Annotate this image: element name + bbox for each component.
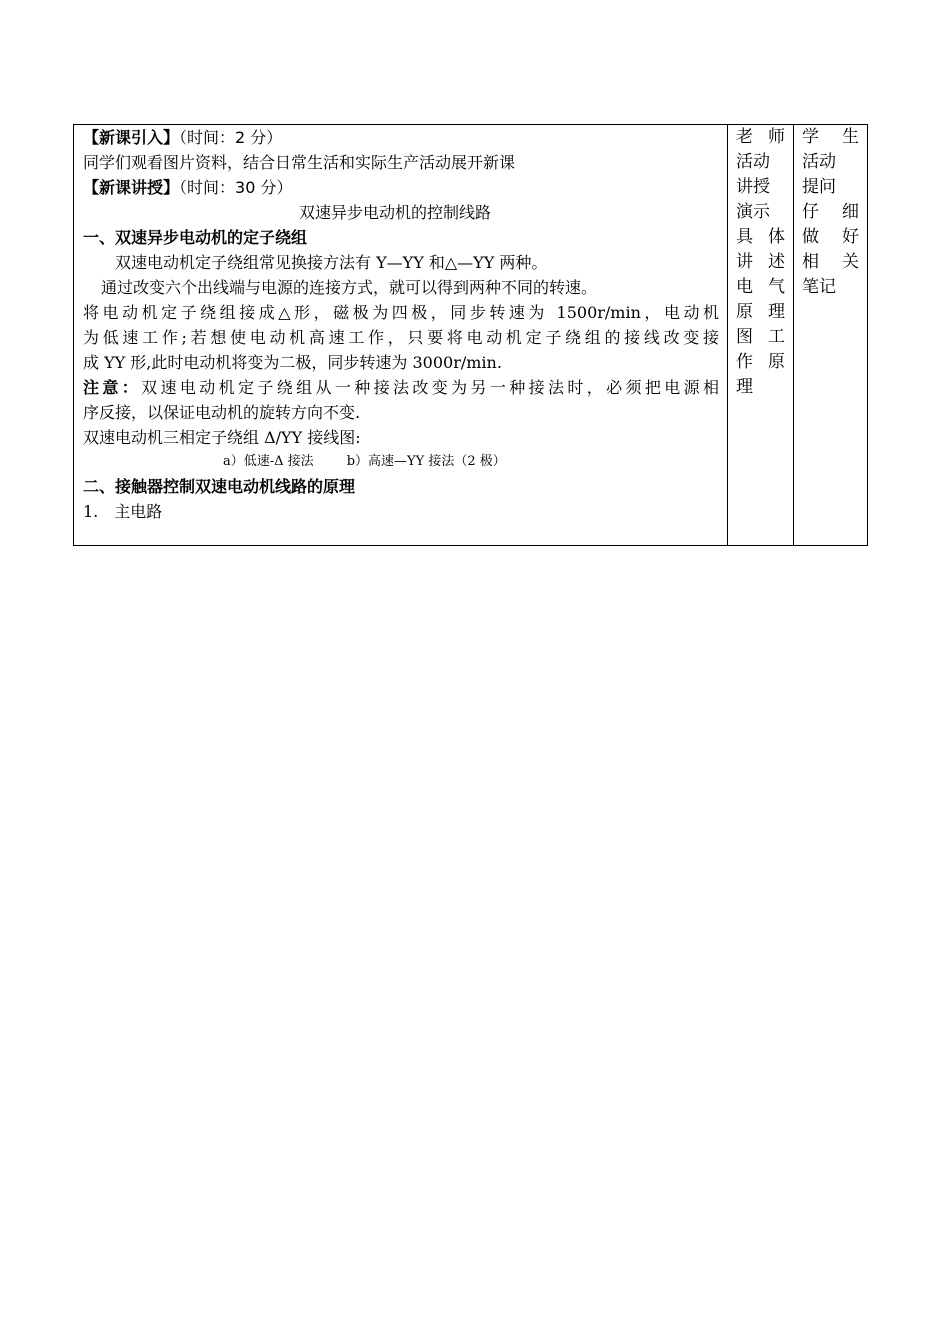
- student-activity-text: [802, 125, 859, 300]
- topic-title: 双速异步电动机的控制线路: [298, 203, 491, 222]
- teacher-activity-line: [736, 125, 785, 150]
- student-activity-text: 生: [842, 127, 859, 147]
- student-activity-text: 好: [842, 227, 859, 247]
- section1-paragraph-2-line-4: 成 YY 形,此时电动机将变为二极，同步转速为 3000r/min.: [83, 353, 502, 372]
- section1-paragraph-2-line-1: 通过改变六个出线端与电源的连接方式，就可以得到两种不同的转速。: [101, 278, 598, 297]
- teacher-activity-text: 作: [736, 352, 753, 372]
- lecture-line: [83, 175, 719, 200]
- teacher-activity-text: 演示: [736, 202, 770, 222]
- teacher-activity-text: 体: [768, 227, 785, 247]
- teacher-activity-text: 师: [768, 127, 785, 147]
- note-text-1: 双速电动机定子绕组从一种接法改变为另一种接法时，必须把电源相: [141, 378, 719, 397]
- teacher-activity-text: 原: [736, 302, 753, 322]
- caption-b: b）高速—YY 接法（2 极）: [346, 454, 506, 469]
- caption-a: a）低速-Δ 接法: [223, 454, 314, 469]
- intro-heading: 【新课引入】: [83, 128, 180, 147]
- lecture-time: （时间：30 分）: [179, 178, 293, 197]
- teacher-activity-text: 原: [768, 352, 785, 372]
- intro-time: （时间：2 分）: [179, 128, 283, 147]
- student-activity-text: 提问: [802, 177, 836, 197]
- teacher-activity-text: 讲授: [736, 177, 770, 197]
- student-activity-text: 相: [802, 252, 819, 272]
- teacher-activity-text: 电: [736, 277, 753, 297]
- teacher-activity-text: 图: [736, 327, 753, 347]
- teacher-activity-text: 工: [768, 327, 785, 347]
- student-activity-line: [802, 175, 859, 200]
- teacher-activity-text: 气: [768, 277, 785, 297]
- teacher-activity-line: [736, 325, 785, 350]
- student-activity-line: [802, 225, 859, 250]
- teacher-activity-line: [736, 350, 785, 375]
- student-activity-text: 学: [802, 127, 819, 147]
- student-activity-line: [802, 150, 859, 175]
- teacher-activity-line: [736, 275, 785, 300]
- section1-paragraph-2-line-2: 将电动机定子绕组接成△形，磁极为四极，同步转速为 1500r/min，电动机: [83, 303, 719, 322]
- student-activity-cell: [794, 125, 868, 546]
- note-label: 注意：: [83, 378, 142, 397]
- teacher-activity-line: [736, 150, 785, 175]
- teacher-activity-text: 讲: [736, 252, 753, 272]
- section2-heading: 二、接触器控制双速电动机线路的原理: [83, 477, 356, 496]
- section1-paragraph-1: 双速电动机定子绕组常见换接方法有 Y—YY 和△—YY 两种。: [115, 253, 548, 272]
- student-activity-line: [802, 275, 859, 300]
- lesson-content-cell: [74, 125, 728, 546]
- diagram-intro: 双速电动机三相定子绕组 Δ/YY 接线图:: [83, 428, 361, 447]
- note-line-1: [83, 375, 719, 400]
- student-activity-text: 仔: [802, 202, 819, 222]
- lesson-plan-table: [73, 124, 868, 546]
- teacher-activity-line: [736, 175, 785, 200]
- teacher-activity-cell: [728, 125, 794, 546]
- lecture-heading: 【新课讲授】: [83, 178, 180, 197]
- teacher-activity-line: [736, 225, 785, 250]
- student-activity-line: [802, 250, 859, 275]
- teacher-activity-text: [736, 125, 785, 400]
- teacher-activity-line: [736, 375, 785, 400]
- teacher-activity-line: [736, 200, 785, 225]
- student-activity-text: 活动: [802, 152, 836, 172]
- student-activity-text: 细: [842, 202, 859, 222]
- teacher-activity-line: [736, 250, 785, 275]
- teacher-activity-text: 理: [736, 377, 753, 397]
- teacher-activity-text: 述: [768, 252, 785, 272]
- lesson-row: [74, 125, 868, 546]
- section1-paragraph-2-line-3: 为低速工作;若想使电动机高速工作，只要将电动机定子绕组的接线改变接: [83, 328, 719, 347]
- teacher-activity-text: 理: [768, 302, 785, 322]
- student-activity-text: 做: [802, 227, 819, 247]
- intro-line: [83, 125, 719, 150]
- intro-text: 同学们观看图片资料，结合日常生活和实际生产活动展开新课: [83, 153, 516, 172]
- teacher-activity-text: 活动: [736, 152, 770, 172]
- section1-heading: 一、双速异步电动机的定子绕组: [83, 228, 308, 247]
- student-activity-text: 关: [842, 252, 859, 272]
- diagram-captions: [83, 450, 719, 474]
- student-activity-text: 笔记: [802, 277, 836, 297]
- note-line-2: 序反接，以保证电动机的旋转方向不变.: [83, 403, 361, 422]
- student-activity-line: [802, 200, 859, 225]
- teacher-activity-line: [736, 300, 785, 325]
- student-activity-line: [802, 125, 859, 150]
- section2-item-1: 1. 主电路: [83, 502, 163, 521]
- teacher-activity-text: 具: [736, 227, 753, 247]
- teacher-activity-text: 老: [736, 127, 753, 147]
